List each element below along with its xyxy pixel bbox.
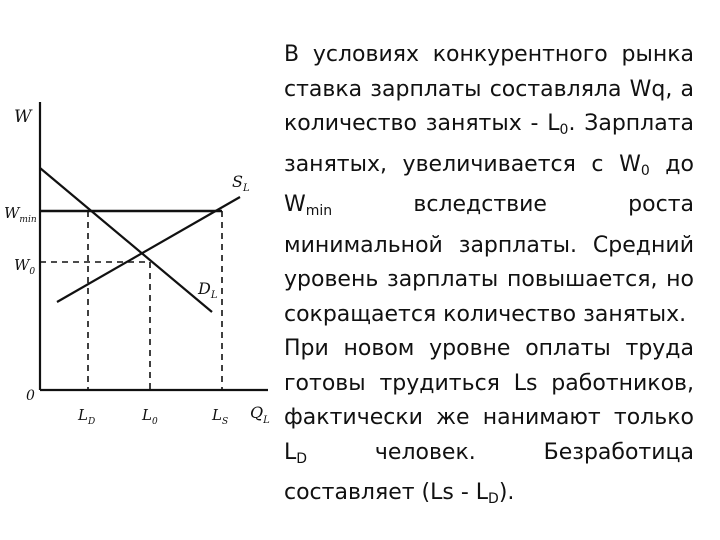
demand-curve-label: $D_L$ <box>198 279 218 301</box>
x-axis-label: $Q_L$ <box>250 403 270 426</box>
ld-label: $L_D$ <box>78 406 96 427</box>
subscript-text: D <box>488 491 499 507</box>
text-run: В условиях конкурентного рынка ставка зарплаты составляла Wq, а количество занятых - L <box>284 42 694 136</box>
subscript-text: D <box>296 450 308 467</box>
text-run: ). <box>498 480 515 505</box>
ls-label: $L_S$ <box>212 406 229 427</box>
l0-label: $L_0$ <box>142 406 158 427</box>
subscript-text: 0 <box>640 162 650 179</box>
wmin-label: $W_{min}$ <box>4 204 37 225</box>
text-run: При новом уровне оплаты труда готовы трудиться Ls работников, фактически же нанимают только L <box>284 336 694 465</box>
paragraph-2 <box>284 332 694 517</box>
supply-curve-label: $S_L$ <box>232 172 250 194</box>
w0-label: $W_0$ <box>14 256 36 277</box>
text-run: до W <box>284 151 694 217</box>
y-axis-label: W <box>14 107 32 127</box>
supply-curve <box>57 197 240 302</box>
subscript-text: min <box>305 203 333 219</box>
demand-curve <box>40 168 212 312</box>
labor-market-diagram <box>0 0 280 540</box>
origin-label: 0 <box>26 388 35 404</box>
paragraph-1 <box>284 38 694 332</box>
text-run: человек. Безработица составляет (Ls - L <box>284 439 694 505</box>
explanation-text <box>284 38 694 517</box>
text-run: . Зарплата занятых, увеличивается с W <box>284 111 695 177</box>
text-run: вследствие роста минимальной зарплаты. Средний уровень зарплаты повышается, но сокращается количество занятых. <box>284 192 694 327</box>
subscript-text: 0 <box>559 122 569 138</box>
